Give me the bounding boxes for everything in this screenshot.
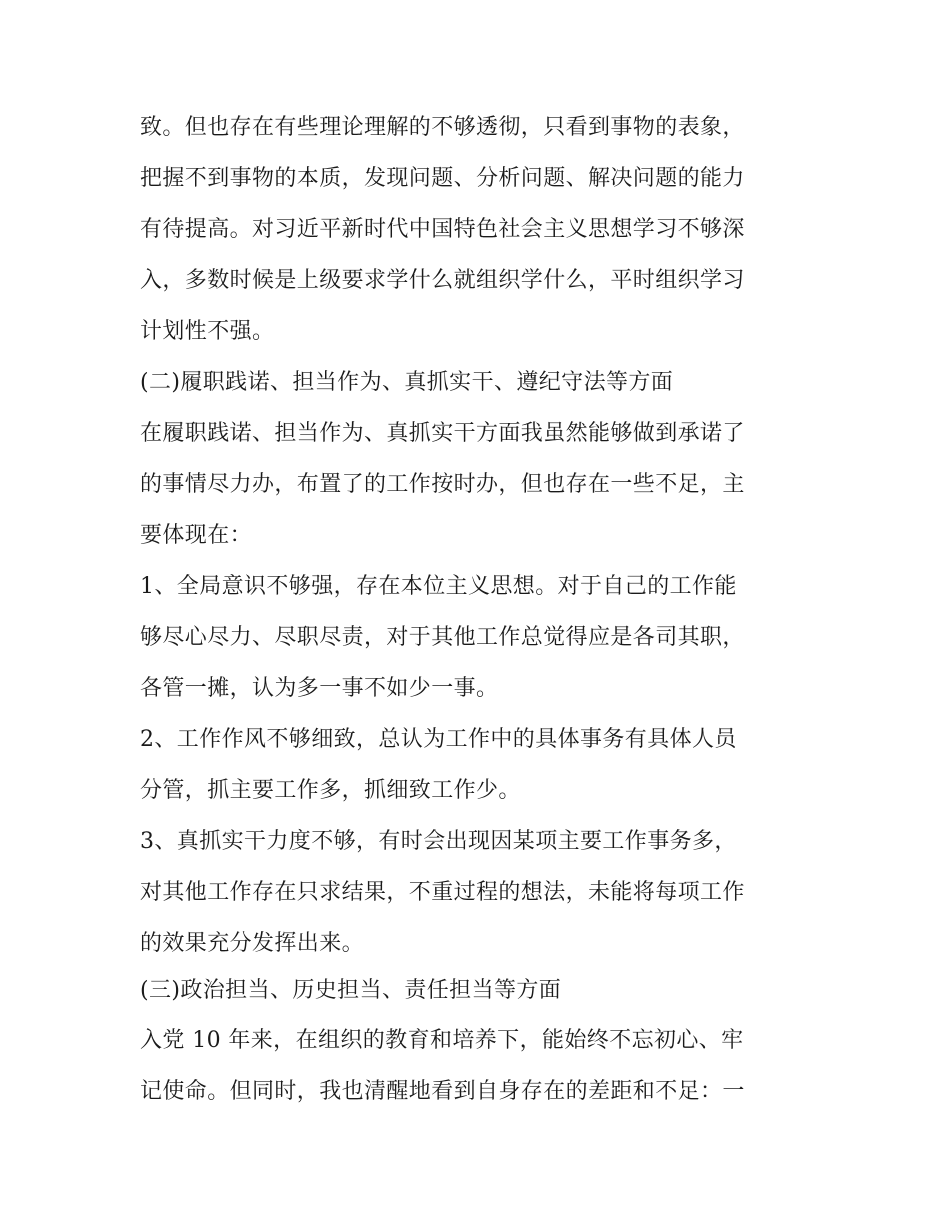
list-item-text: 够尽心尽力、尽职尽责，对于其他工作总觉得应是各司其职， [140, 625, 745, 650]
body-text-line: 的事情尽力办，布置了的工作按时办，但也存在一些不足，主 [140, 472, 745, 497]
body-text-line: 计划性不强。 [140, 319, 275, 344]
list-item-text: 3、真抓实干力度不够，有时会出现因某项主要工作事务多， [140, 829, 737, 854]
body-text-line: 记使命。但同时，我也清醒地看到自身存在的差距和不足：一 [140, 1079, 745, 1104]
body-text-line: 在履职践诺、担当作为、真抓实干方面我虽然能够做到承诺了 [140, 421, 745, 446]
body-text-line: 有待提高。对习近平新时代中国特色社会主义思想学习不够深 [140, 217, 745, 242]
list-item-text: 2、工作作风不够细致，总认为工作中的具体事务有具体人员 [140, 727, 737, 752]
body-text-line: 入党 10 年来，在组织的教育和培养下，能始终不忘初心、牢 [140, 1028, 744, 1053]
list-item-text: 1、全局意识不够强，存在本位主义思想。对于自己的工作能 [140, 574, 737, 599]
section-heading: (二)履职践诺、担当作为、真抓实干、遵纪守法等方面 [140, 370, 674, 395]
body-text-line: 致。但也存在有些理论理解的不够透彻，只看到事物的表象， [140, 115, 745, 140]
list-item-text: 的效果充分发挥出来。 [140, 931, 365, 956]
list-item-text: 分管，抓主要工作多，抓细致工作少。 [140, 778, 521, 803]
body-text-line: 把握不到事物的本质，发现问题、分析问题、解决问题的能力 [140, 166, 745, 191]
body-text-line: 入，多数时候是上级要求学什么就组织学什么，平时组织学习 [140, 268, 745, 293]
list-item-text: 对其他工作存在只求结果，不重过程的想法，未能将每项工作 [140, 880, 745, 905]
body-text-line: 要体现在： [140, 523, 253, 548]
section-heading: (三)政治担当、历史担当、责任担当等方面 [140, 978, 562, 1003]
list-item-text: 各管一摊，认为多一事不如少一事。 [140, 676, 499, 701]
